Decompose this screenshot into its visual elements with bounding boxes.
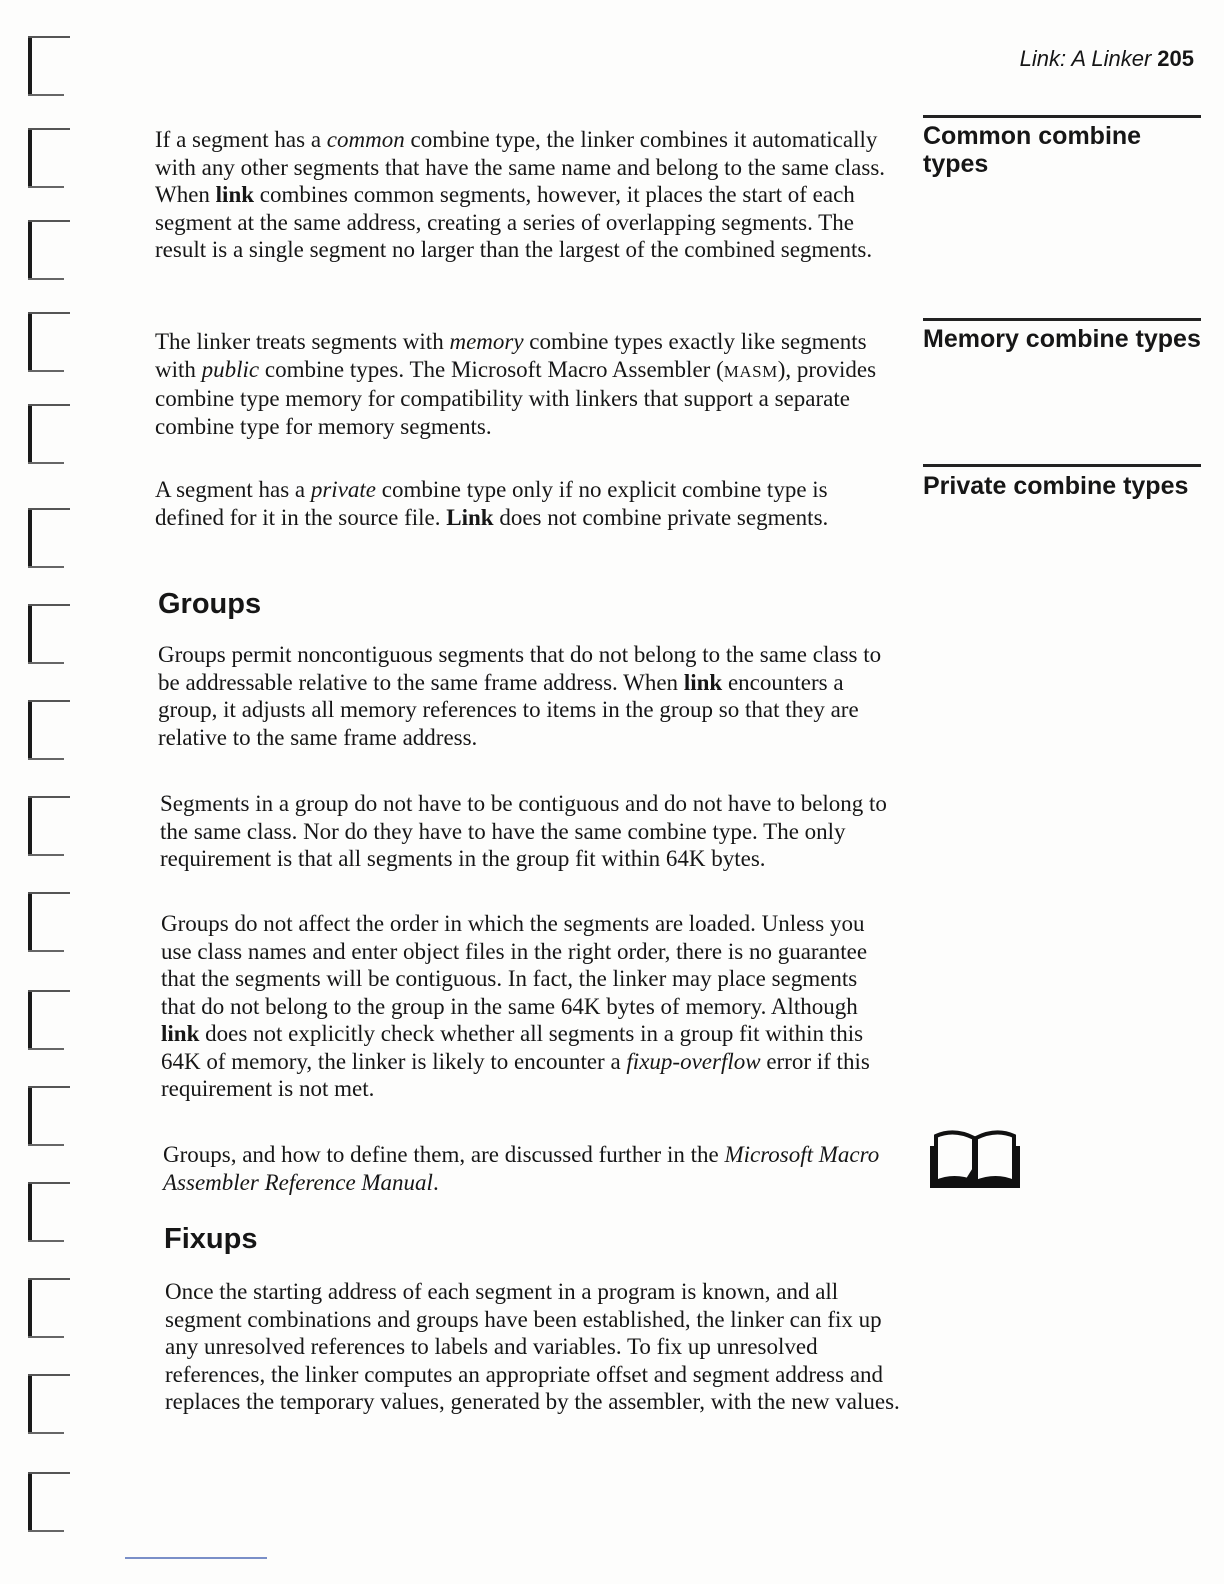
binder-mark xyxy=(28,1472,72,1532)
paragraph-groups-3: Groups do not affect the order in which the segments are loaded. Unless you use class names and enter object files in the right order, there is no guarantee that the segments will be contiguous. In fact, the linker may place segments that do not belong to the group in the same 64K bytes of memory. Although link does not explicitly check whether all segments in a group fit within this 64K of memory, the linker is likely to encounter a fixup-overflow error if this requirement is not met. xyxy=(161,911,870,1101)
margin-rule xyxy=(923,318,1201,321)
binder-mark xyxy=(28,508,72,568)
margin-rule xyxy=(923,115,1201,118)
binder-mark xyxy=(28,604,72,664)
binder-mark xyxy=(28,892,72,952)
binder-mark xyxy=(28,700,72,760)
paragraph-fixups-1: Once the starting address of each segment in a program is known, and all segment combinations and groups have been established, the linker can fix up any unresolved references to labels and variables. To fix up unresolved references, the linker computes an appropriate offset and segment address and replaces the temporary values, generated by the assembler, with the new values. xyxy=(165,1279,900,1414)
paragraph-memory-combine: The linker treats segments with memory combine types exactly like segments with public combine types. The Microsoft Macro Assembler (MASM), provides combine type memory for compatibility with linkers that support a separate combine type for memory segments. xyxy=(155,329,877,439)
binder-mark xyxy=(28,36,72,96)
page-number: 205 xyxy=(1157,46,1194,71)
footer-rule xyxy=(125,1557,267,1559)
heading-fixups: Fixups xyxy=(164,1223,258,1255)
binder-mark xyxy=(28,1182,72,1242)
binder-mark xyxy=(28,1278,72,1338)
paragraph-groups-2: Segments in a group do not have to be contiguous and do not have to belong to the same class. Nor do they have to have the same combine type. The only requirement is that all segments in the group fit within 64K bytes. xyxy=(160,791,887,871)
binder-mark xyxy=(28,1374,72,1434)
binder-mark xyxy=(28,796,72,856)
running-head xyxy=(1020,46,1194,72)
paragraph-private-combine: A segment has a private combine type only if no explicit combine type is defined for it in the source file. Link does not combine private segments. xyxy=(155,477,829,530)
margin-note-private: Private combine types xyxy=(923,472,1189,500)
binder-mark xyxy=(28,1086,72,1146)
binder-mark xyxy=(28,312,72,372)
paragraph-groups-1: Groups permit noncontiguous segments that do not belong to the same class to be addressable relative to the same frame address. When link encounters a group, it adjusts all memory references to items in the group so that they are relative to the same frame address. xyxy=(158,642,882,750)
binder-mark xyxy=(28,128,72,188)
binder-mark xyxy=(28,990,72,1050)
running-title: Link: A Linker xyxy=(1019,46,1152,71)
margin-rule xyxy=(923,464,1201,467)
margin-note-memory: Memory combine types xyxy=(923,325,1201,353)
paragraph-groups-4: Groups, and how to define them, are discussed further in the Microsoft Macro Assembler Reference Manual. xyxy=(163,1142,880,1195)
heading-groups: Groups xyxy=(158,588,262,620)
open-book-icon xyxy=(928,1126,1022,1190)
binder-mark xyxy=(28,220,72,280)
binder-mark xyxy=(28,404,72,464)
paragraph-common-combine: If a segment has a common combine type, the linker combines it automatically with any other segments that have the same name and belong to the same class. When link combines common segments, however, it places the start of each segment at the same address, creating a series of overlapping segments. The result is a single segment no larger than the largest of the combined segments. xyxy=(155,127,886,262)
margin-note-common: Common combine types xyxy=(923,122,1142,178)
